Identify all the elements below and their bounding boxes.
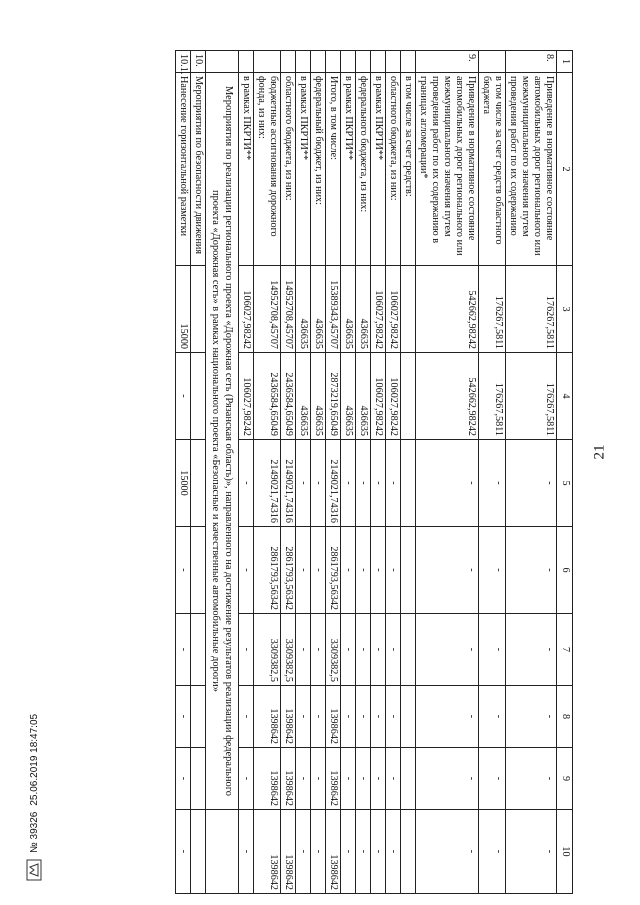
value-cell: -	[356, 748, 371, 810]
row-name: федерального бюджета, из них:	[356, 73, 371, 266]
value-cell: 106027,98242	[371, 266, 386, 353]
value-cell: 106027,98242	[386, 353, 401, 440]
value-cell: -	[356, 527, 371, 614]
value-cell: 1398642	[281, 748, 296, 810]
value-cell: -	[416, 810, 479, 894]
value-cell: 2873219,65049	[326, 353, 341, 440]
value-cell: -	[479, 527, 506, 614]
value-cell: 14952708,45707	[254, 266, 281, 353]
value-cell: -	[371, 686, 386, 748]
value-cell: -	[356, 614, 371, 686]
value-cell: -	[506, 748, 557, 810]
value-cell: 176267,5811	[479, 353, 506, 440]
row-name: в рамках ПКРТИ**	[341, 73, 356, 266]
value-cell	[401, 810, 416, 894]
value-cell	[401, 614, 416, 686]
row-name: Нанесение горизонтальной разметки	[176, 73, 191, 266]
value-cell: -	[341, 748, 356, 810]
value-cell: -	[296, 527, 311, 614]
value-cell: -	[371, 810, 386, 894]
value-cell: -	[371, 527, 386, 614]
value-cell: -	[311, 748, 326, 810]
value-cell: -	[386, 440, 401, 527]
value-cell: 2149021,74316	[326, 440, 341, 527]
page-number: 21	[591, 444, 608, 460]
value-cell: 542662,98242	[416, 266, 479, 353]
col-header: 8	[557, 686, 573, 748]
row-number	[239, 51, 254, 73]
value-cell: -	[371, 614, 386, 686]
row-name: бюджетные ассигнования дорожного фонда, из них:	[254, 73, 281, 266]
value-cell: -	[506, 440, 557, 527]
table-row	[326, 51, 341, 894]
row-number	[371, 51, 386, 73]
value-cell: -	[386, 686, 401, 748]
value-cell: -	[239, 440, 254, 527]
value-cell: -	[386, 614, 401, 686]
value-cell: -	[296, 810, 311, 894]
value-cell: 2149021,74316	[281, 440, 296, 527]
row-name: Мероприятия по безопасности движения	[191, 73, 206, 266]
value-cell	[401, 686, 416, 748]
value-cell: 2149021,74316	[254, 440, 281, 527]
row-name: в рамках ПКРТИ**	[239, 73, 254, 266]
value-cell: -	[176, 748, 191, 810]
row-name: федеральный бюджет, из них:	[311, 73, 326, 266]
value-cell: -	[176, 527, 191, 614]
value-cell: 436635	[341, 353, 356, 440]
value-cell: 3309382,5	[254, 614, 281, 686]
budget-table	[175, 50, 573, 894]
value-cell: 106027,98242	[239, 353, 254, 440]
row-number: 8.	[506, 51, 557, 73]
value-cell	[401, 266, 416, 353]
value-cell: 3309382,5	[281, 614, 296, 686]
table-row	[356, 51, 371, 894]
row-number	[479, 51, 506, 73]
table-row	[191, 51, 206, 894]
value-cell: -	[371, 440, 386, 527]
value-cell: 1398642	[281, 810, 296, 894]
row-number	[296, 51, 311, 73]
value-cell: 436635	[356, 353, 371, 440]
value-cell: 436635	[311, 353, 326, 440]
value-cell: -	[416, 527, 479, 614]
value-cell: 436635	[311, 266, 326, 353]
value-cell: 1398642	[254, 810, 281, 894]
coat-of-arms-icon	[26, 859, 42, 881]
value-cell: -	[176, 614, 191, 686]
table-row	[254, 51, 281, 894]
value-cell: 1398642	[281, 686, 296, 748]
empty-cell	[191, 614, 206, 686]
row-number: 9.	[416, 51, 479, 73]
value-cell	[401, 527, 416, 614]
empty-cell	[191, 266, 206, 353]
row-name: Итого, в том числе:	[326, 73, 341, 266]
value-cell: 1398642	[326, 810, 341, 894]
row-name: областного бюджета, из них:	[281, 73, 296, 266]
row-name: в рамках ПКРТИ**	[296, 73, 311, 266]
col-header: 4	[557, 353, 573, 440]
row-name: в том числе за счет средств областного бюджета	[479, 73, 506, 266]
row-number	[341, 51, 356, 73]
value-cell: 106027,98242	[239, 266, 254, 353]
value-cell: -	[341, 440, 356, 527]
column-number-row	[557, 51, 573, 894]
section-heading-row	[206, 51, 239, 894]
value-cell: 15000	[176, 440, 191, 527]
section-heading-blank	[206, 51, 239, 73]
value-cell: -	[239, 686, 254, 748]
value-cell: 436635	[356, 266, 371, 353]
col-header: 3	[557, 266, 573, 353]
empty-cell	[191, 810, 206, 894]
empty-cell	[191, 353, 206, 440]
value-cell: -	[341, 614, 356, 686]
value-cell: 3309382,5	[326, 614, 341, 686]
value-cell: -	[311, 527, 326, 614]
empty-cell	[191, 440, 206, 527]
row-number	[254, 51, 281, 73]
value-cell: -	[296, 686, 311, 748]
value-cell: 176267,5811	[479, 266, 506, 353]
table-row	[239, 51, 254, 894]
row-number	[326, 51, 341, 73]
value-cell: -	[176, 686, 191, 748]
value-cell	[401, 440, 416, 527]
value-cell: -	[416, 748, 479, 810]
table-row	[311, 51, 326, 894]
value-cell: 436635	[296, 266, 311, 353]
col-header: 9	[557, 748, 573, 810]
row-number	[311, 51, 326, 73]
value-cell: 436635	[296, 353, 311, 440]
col-header: 7	[557, 614, 573, 686]
value-cell: -	[239, 614, 254, 686]
value-cell: -	[311, 614, 326, 686]
value-cell: -	[176, 810, 191, 894]
col-header: 6	[557, 527, 573, 614]
value-cell: -	[311, 440, 326, 527]
value-cell: -	[416, 686, 479, 748]
value-cell: 106027,98242	[371, 353, 386, 440]
value-cell: -	[311, 686, 326, 748]
value-cell: -	[341, 527, 356, 614]
value-cell: -	[296, 748, 311, 810]
value-cell: -	[506, 527, 557, 614]
value-cell: 436635	[341, 266, 356, 353]
table-row	[341, 51, 356, 894]
value-cell: -	[386, 810, 401, 894]
value-cell: -	[416, 440, 479, 527]
value-cell: 15000	[176, 266, 191, 353]
value-cell: 15389343,45707	[326, 266, 341, 353]
value-cell: -	[356, 440, 371, 527]
value-cell: -	[239, 748, 254, 810]
value-cell: 2436584,65049	[254, 353, 281, 440]
value-cell: -	[479, 748, 506, 810]
value-cell: -	[506, 686, 557, 748]
row-number	[386, 51, 401, 73]
value-cell: -	[506, 810, 557, 894]
value-cell: 2861793,56342	[326, 527, 341, 614]
value-cell: -	[386, 527, 401, 614]
row-number: 10.1.	[176, 51, 191, 73]
col-header: 10	[557, 810, 573, 894]
value-cell: 14952708,45707	[281, 266, 296, 353]
value-cell: -	[311, 810, 326, 894]
rotated-table-container	[63, 50, 573, 893]
value-cell: 542662,98242	[416, 353, 479, 440]
row-number	[401, 51, 416, 73]
row-name: в рамках ПКРТИ**	[371, 73, 386, 266]
row-name: в том числе за счет средств:	[401, 73, 416, 266]
empty-cell	[191, 686, 206, 748]
value-cell: 1398642	[326, 748, 341, 810]
empty-cell	[191, 527, 206, 614]
table-row	[416, 51, 479, 894]
table-row	[296, 51, 311, 894]
value-cell: -	[296, 440, 311, 527]
value-cell: 1398642	[254, 686, 281, 748]
empty-cell	[191, 748, 206, 810]
row-name: областного бюджета, из них:	[386, 73, 401, 266]
value-cell: -	[479, 614, 506, 686]
section-heading: Мероприятия по реализации регионального проекта «Дорожная сеть (Рязанская область)», направленного на достижение результатов реализации федерального проекта «Дорожная сеть» в рамках национального проекта «Безопасные и качественные автомобильные дороги»	[206, 73, 239, 810]
table-row	[479, 51, 506, 894]
col-header: 2	[557, 73, 573, 266]
value-cell: -	[296, 614, 311, 686]
row-number	[356, 51, 371, 73]
value-cell: -	[176, 353, 191, 440]
table-row	[386, 51, 401, 894]
value-cell: -	[356, 810, 371, 894]
value-cell: -	[506, 614, 557, 686]
value-cell: -	[341, 686, 356, 748]
value-cell: -	[356, 686, 371, 748]
value-cell: 2861793,56342	[254, 527, 281, 614]
row-number	[281, 51, 296, 73]
document-footer	[26, 714, 42, 881]
document-number: № 39326	[28, 811, 40, 853]
value-cell: -	[479, 440, 506, 527]
value-cell: 2436584,65049	[281, 353, 296, 440]
value-cell: -	[371, 748, 386, 810]
col-header: 5	[557, 440, 573, 527]
table-row	[371, 51, 386, 894]
row-name: Приведение в нормативное состояние автомобильных дорог регионального или межмуниципального значения путем проведения работ по их содержанию в границах агломерации*	[416, 73, 479, 266]
value-cell	[401, 748, 416, 810]
row-name: Приведение в нормативное состояние автомобильных дорог регионального или межмуниципального значения путем проведения работ по их содержанию	[506, 73, 557, 266]
value-cell: 1398642	[254, 748, 281, 810]
value-cell: -	[239, 810, 254, 894]
value-cell: 176267,5811	[506, 266, 557, 353]
value-cell	[401, 353, 416, 440]
value-cell: -	[479, 810, 506, 894]
value-cell: -	[416, 614, 479, 686]
value-cell: -	[239, 527, 254, 614]
document-datetime: 25.06.2019 18:47:05	[28, 713, 40, 806]
value-cell: 176267,5811	[506, 353, 557, 440]
value-cell: 2861793,56342	[281, 527, 296, 614]
table-row	[506, 51, 557, 894]
value-cell: -	[479, 686, 506, 748]
value-cell: 1398642	[326, 686, 341, 748]
value-cell: 106027,98242	[386, 266, 401, 353]
row-number: 10.	[191, 51, 206, 73]
value-cell: -	[386, 748, 401, 810]
col-header: 1	[557, 51, 573, 73]
section-heading-blank	[206, 810, 239, 894]
table-row	[281, 51, 296, 894]
value-cell: -	[341, 810, 356, 894]
table-row	[176, 51, 191, 894]
table-row	[401, 51, 416, 894]
